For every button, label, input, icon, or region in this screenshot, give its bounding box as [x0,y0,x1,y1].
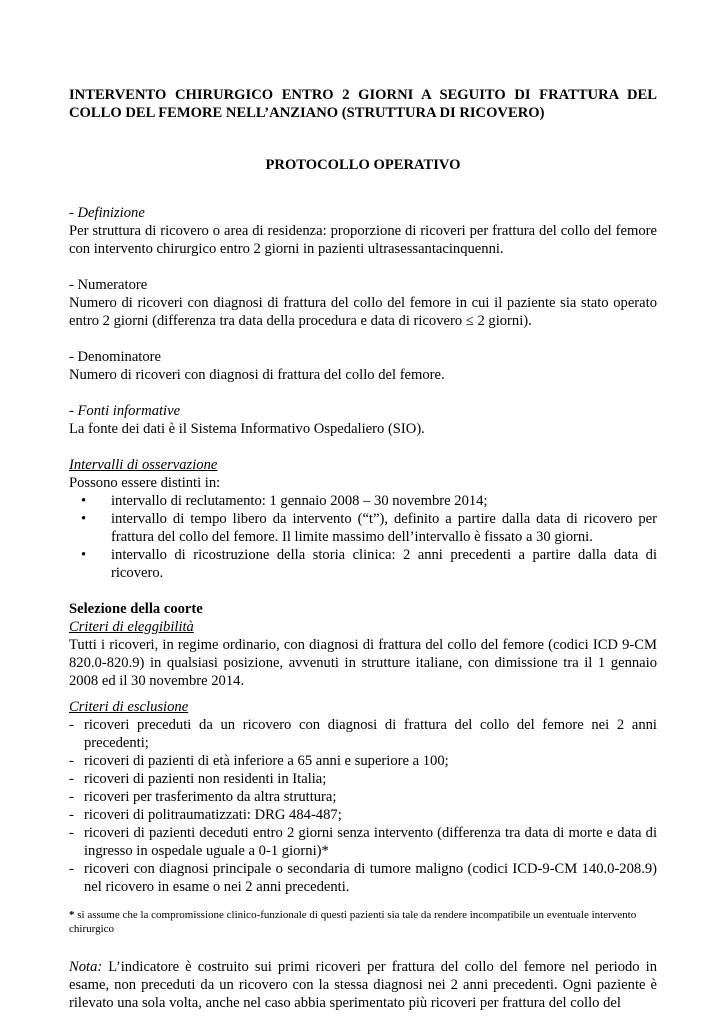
section-selezione [69,600,657,896]
definizione-heading: - Definizione [69,205,145,221]
section-numeratore [69,276,657,330]
intervalli-heading: Intervalli di osservazione [69,457,218,473]
nota-paragraph [69,958,657,1012]
section-intervalli [69,456,657,582]
footnote-text: si assume che la compromissione clinico-funzionale di questi pazienti sia tale da rendere incompatibile un eventuale intervento chirurgico [69,909,637,935]
esclusione-heading: Criteri di esclusione [69,699,189,715]
list-item: • intervallo di tempo libero da intervento (“t”), definito a partire dalla data di ricovero per frattura del collo del femore. Il limite massimo dell’intervallo è fissato a 30 giorni. [81,511,657,545]
fonti-text: La fonte dei dati è il Sistema Informativo Ospedaliero (SIO). [69,421,425,437]
nota-label: Nota: [69,959,103,975]
document-page [69,86,657,1012]
footnote [69,908,657,936]
numeratore-heading: - Numeratore [69,277,148,293]
list-item: - ricoveri preceduti da un ricovero con diagnosi di frattura del collo del femore nei 2 anni precedenti; [69,717,657,751]
section-denominatore [69,348,657,384]
protocol-title: PROTOCOLLO OPERATIVO [265,157,461,173]
fonti-heading: - Fonti informative [69,403,181,419]
footnote-star: * [69,909,75,921]
bullet-icon: • [81,511,87,527]
title-line-2: COLLO DEL FEMORE NELL’ANZIANO (STRUTTURA DI RICOVERO) [69,105,545,121]
bullet-icon: • [81,547,87,563]
intervalli-intro: Possono essere distinti in: [69,475,221,491]
section-definizione [69,204,657,258]
list-item: • intervallo di ricostruzione della storia clinica: 2 anni precedenti a partire dalla data di ricovero. [81,547,657,581]
list-item: • intervallo di reclutamento: 1 gennaio 2008 – 30 novembre 2014; [81,493,488,509]
eleggibilita-text: Tutti i ricoveri, in regime ordinario, con diagnosi di frattura del collo del femore (codici ICD 9-CM 820.0-820.9) in qualsiasi posizione, avvenuti in strutture italiane, con dimissione tra il 1 gennaio 2008 ed il 30 novembre 2014. [69,637,657,689]
intervalli-list [69,492,657,582]
title-line-1: INTERVENTO CHIRURGICO ENTRO 2 GIORNI A SEGUITO DI FRATTURA DEL [69,87,657,103]
bullet-icon: • [81,493,87,509]
numeratore-text: Numero di ricoveri con diagnosi di frattura del collo del femore in cui il paziente sia stato operato entro 2 giorni (differenza tra data della procedura e data di ricovero ≤ 2 giorni). [69,295,657,329]
selezione-heading: Selezione della coorte [69,601,203,617]
eleggibilita-heading: Criteri di eleggibilità [69,619,194,635]
list-item: - ricoveri per trasferimento da altra struttura; [69,789,337,805]
list-item: - ricoveri di pazienti di età inferiore a 65 anni e superiore a 100; [69,753,449,769]
nota-text: L’indicatore è costruito sui primi ricoveri per frattura del collo del femore nel periodo in esame, non preceduti da un ricovero con la stessa diagnosi nei 2 anni precedenti. Ogni paziente è rilevato una sola volta, anche nel caso abbia sperimentato più ricoveri per frattura del collo del [69,959,657,1011]
denominatore-heading: - Denominatore [69,349,161,365]
list-item: - ricoveri di politraumatizzati: DRG 484-487; [69,807,342,823]
list-item: - ricoveri di pazienti deceduti entro 2 giorni senza intervento (differenza tra data di morte e data di ingresso in ospedale uguale a 0-1 giorni)* [69,825,657,859]
section-fonti [69,402,657,438]
list-item: - ricoveri di pazienti non residenti in Italia; [69,771,327,787]
definizione-text: Per struttura di ricovero o area di residenza: proporzione di ricoveri per frattura del collo del femore con intervento chirurgico entro 2 giorni in pazienti ultrasessantacinquenni. [69,223,657,257]
denominatore-text: Numero di ricoveri con diagnosi di frattura del collo del femore. [69,367,445,383]
list-item: - ricoveri con diagnosi principale o secondaria di tumore maligno (codici ICD-9-CM 140.0-208.9) nel ricovero in esame o nei 2 anni precedenti. [69,861,657,895]
document-title [69,86,657,122]
esclusione-list [69,716,657,896]
